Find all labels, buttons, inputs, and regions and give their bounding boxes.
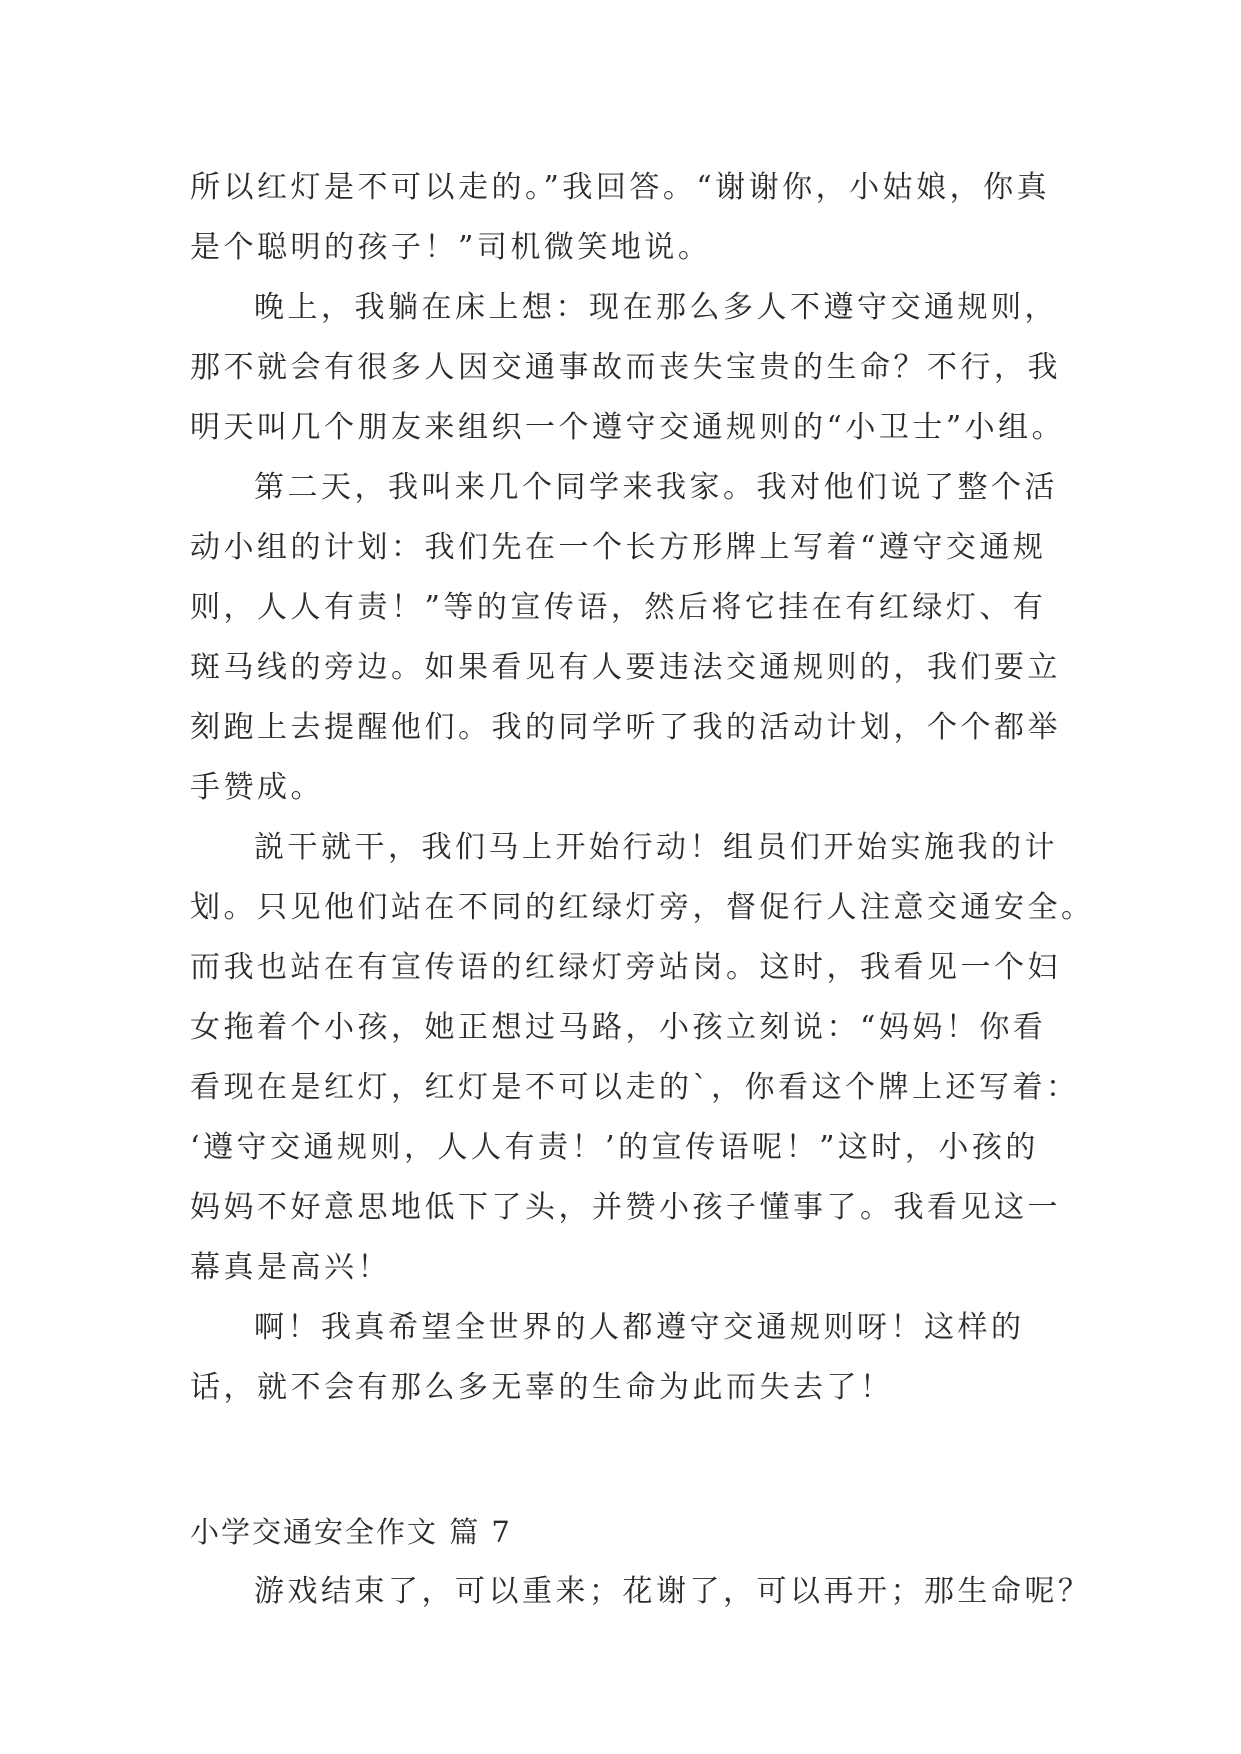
text-line: 而我也站在有宣传语的红绿灯旁站岗。这时，我看见一个妇 bbox=[190, 950, 1061, 985]
text-line: 所以红灯是不可以走的。”我回答。“谢谢你，小姑娘，你真 bbox=[190, 170, 1051, 205]
paragraph-start-line: 游戏结束了，可以重来；花谢了，可以再开；那生命呢？ bbox=[254, 1574, 1092, 1609]
paragraph-start-line: 第二天，我叫来几个同学来我家。我对他们说了整个活 bbox=[254, 470, 1058, 505]
section-heading: 小学交通安全作文 篇 7 bbox=[190, 1515, 512, 1549]
text-line: 则，人人有责！”等的宣传语，然后将它挂在有红绿灯、有 bbox=[190, 590, 1047, 625]
text-line: 幕真是高兴！ bbox=[190, 1250, 391, 1285]
document-page bbox=[190, 158, 1095, 1622]
text-line: 妈妈不好意思地低下了头，并赞小孩子懂事了。我看见这一 bbox=[190, 1190, 1061, 1225]
text-line: ‘遵守交通规则，人人有责！’的宣传语呢！”这时，小孩的 bbox=[190, 1130, 1039, 1165]
paragraph-start-line: 啊！我真希望全世界的人都遵守交通规则呀！这样的 bbox=[254, 1310, 1025, 1345]
section-spacer bbox=[190, 1418, 1070, 1478]
text-line: 动小组的计划：我们先在一个长方形牌上写着“遵守交通规 bbox=[190, 530, 1047, 565]
text-line: 手赞成。 bbox=[190, 770, 324, 805]
text-line: 明天叫几个朋友来组织一个遵守交通规则的“小卫士”小组。 bbox=[190, 410, 1066, 445]
text-line: 话，就不会有那么多无辜的生命为此而失去了！ bbox=[190, 1370, 894, 1405]
text-line: 划。只见他们站在不同的红绿灯旁，督促行人注意交通安全。 bbox=[190, 890, 1095, 925]
text-line: 那不就会有很多人因交通事故而丧失宝贵的生命？不行，我 bbox=[190, 350, 1061, 385]
text-line: 女拖着个小孩，她正想过马路，小孩立刻说：“妈妈！你看 bbox=[190, 1010, 1047, 1045]
text-line: 斑马线的旁边。如果看见有人要违法交通规则的，我们要立 bbox=[190, 650, 1061, 685]
paragraph-start-line: 晚上，我躺在床上想：现在那么多人不遵守交通规则， bbox=[254, 290, 1058, 325]
text-line: 刻跑上去提醒他们。我的同学听了我的活动计划，个个都举 bbox=[190, 710, 1061, 745]
text-line: 是个聪明的孩子！”司机微笑地说。 bbox=[190, 230, 712, 265]
text-line: 看现在是红灯，红灯是不可以走的`，你看这个牌上还写着： bbox=[190, 1070, 1080, 1105]
paragraph-start-line: 説干就干，我们马上开始行动！组员们开始实施我的计 bbox=[254, 830, 1058, 865]
